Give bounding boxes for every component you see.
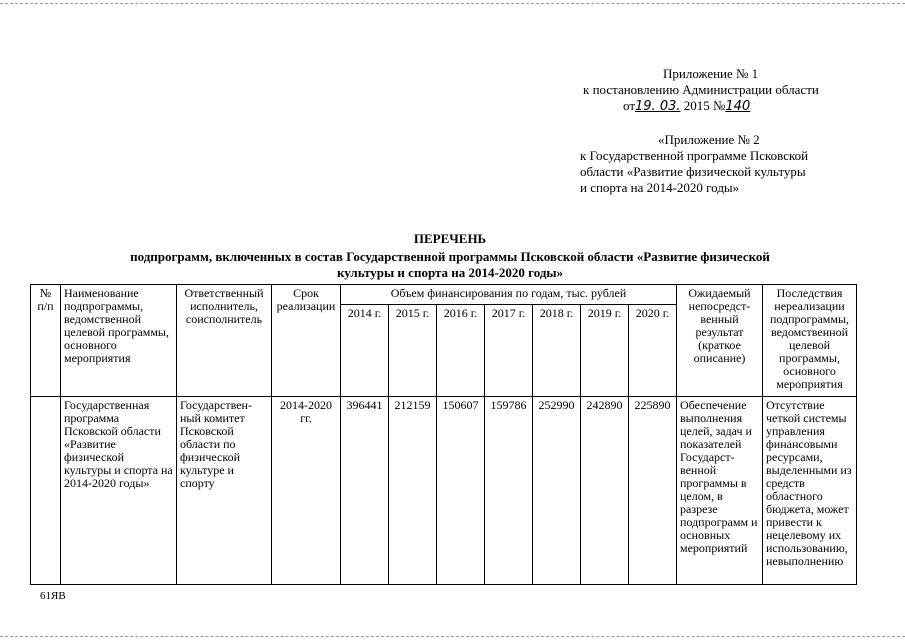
header-term: Срок реализации bbox=[272, 285, 341, 397]
row-name: Государственная программа Псковской области «Развитие физической культуры и спорта на 2014-2020 годы» bbox=[61, 397, 177, 585]
annex-2-line-4: и спорта на 2014-2020 годы» bbox=[580, 180, 740, 195]
handwritten-number: 140 bbox=[725, 99, 751, 114]
handwritten-date: 19. 03. bbox=[635, 99, 681, 114]
annex-2-block bbox=[580, 132, 862, 196]
row-value-2017: 159786 bbox=[485, 397, 533, 585]
table-header-row bbox=[31, 285, 857, 305]
table-row bbox=[31, 397, 857, 585]
annex-1-title: Приложение № 1 bbox=[663, 66, 759, 81]
header-year: 2019 г. bbox=[581, 305, 629, 397]
annex-2-line-3: области «Развитие физической культуры bbox=[580, 164, 806, 179]
footer-code: 61ЯВ bbox=[40, 590, 66, 602]
header-executor: Ответственный исполнитель, соисполнитель bbox=[177, 285, 272, 397]
header-no: № п/п bbox=[31, 285, 61, 397]
row-value-2015: 212159 bbox=[389, 397, 437, 585]
row-expected: Обеспечение выполнения целей, задач и показателей Государст-венной программы в целом, в разрезе подпрограмм и основных мероприятий bbox=[677, 397, 763, 585]
annex-1-block bbox=[583, 66, 883, 115]
row-value-2016: 150607 bbox=[437, 397, 485, 585]
header-name: Наименование подпрограммы, ведомственной целевой программы, основного мероприятия bbox=[61, 285, 177, 397]
subprograms-table bbox=[30, 284, 857, 585]
header-funding: Объем финансирования по годам, тыс. рублей bbox=[341, 285, 677, 305]
row-consequences: Отсутствие четкой системы управления финансовыми ресурсами, выделенными из средств областного бюджета, может привести к нецелевому их использованию, невыполнению bbox=[763, 397, 857, 585]
year-number-label: 2015 № bbox=[683, 98, 726, 113]
document-title: ПЕРЕЧЕНЬ bbox=[413, 231, 487, 246]
annex-2-title: «Приложение № 2 bbox=[658, 132, 760, 147]
header-expected: Ожидаемый непосредст-венный результат (краткое описание) bbox=[677, 285, 763, 397]
document-subtitle-line-1: подпрограмм, включенных в состав Государственной программы Псковской области «Развитие физической bbox=[130, 249, 770, 264]
header-consequences: Последствия нереализации подпрограммы, ведомственной целевой программы, основного мероприятия bbox=[763, 285, 857, 397]
row-value-2020: 225890 bbox=[629, 397, 677, 585]
annex-2-line-2: к Государственной программе Псковской bbox=[580, 148, 809, 163]
header-year: 2014 г. bbox=[341, 305, 389, 397]
annex-1-date-line bbox=[583, 98, 883, 115]
row-no bbox=[31, 397, 61, 585]
row-value-2019: 242890 bbox=[581, 397, 629, 585]
document-subtitle-line-2: культуры и спорта на 2014-2020 годы» bbox=[336, 265, 564, 280]
header-year: 2020 г. bbox=[629, 305, 677, 397]
header-year: 2016 г. bbox=[437, 305, 485, 397]
header-year: 2015 г. bbox=[389, 305, 437, 397]
header-year: 2018 г. bbox=[533, 305, 581, 397]
scan-edge-top bbox=[0, 3, 905, 4]
header-year: 2017 г. bbox=[485, 305, 533, 397]
row-executor: Государствен-ный комитет Псковской области по физической культуре и спорту bbox=[177, 397, 272, 585]
row-term: 2014-2020 гг. bbox=[272, 397, 341, 585]
scan-edge-bottom bbox=[0, 636, 905, 637]
row-value-2014: 396441 bbox=[341, 397, 389, 585]
row-value-2018: 252990 bbox=[533, 397, 581, 585]
date-prefix: от bbox=[623, 98, 636, 113]
annex-1-resolution: к постановлению Администрации области bbox=[583, 82, 819, 97]
